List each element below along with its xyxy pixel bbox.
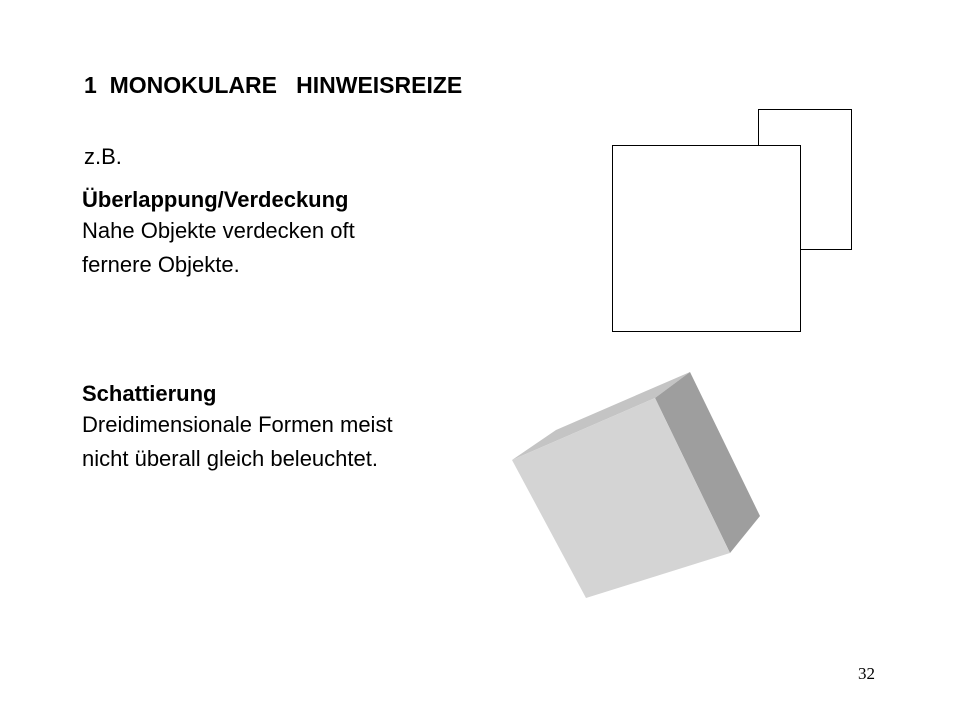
- shading-line-1: Dreidimensionale Formen meist: [82, 412, 393, 437]
- shading-title: Schattierung: [82, 381, 217, 406]
- slide-heading: 1 MONOKULARE HINWEISREIZE: [84, 72, 463, 98]
- overlap-line-2: fernere Objekte.: [82, 252, 240, 277]
- overlap-title: Überlappung/Verdeckung: [82, 187, 349, 212]
- shading-line-2: nicht überall gleich beleuchtet.: [82, 446, 378, 471]
- page-number: 32: [858, 664, 875, 683]
- overlap-line-1: Nahe Objekte verdecken oft: [82, 218, 355, 243]
- example-label: z.B.: [84, 144, 122, 169]
